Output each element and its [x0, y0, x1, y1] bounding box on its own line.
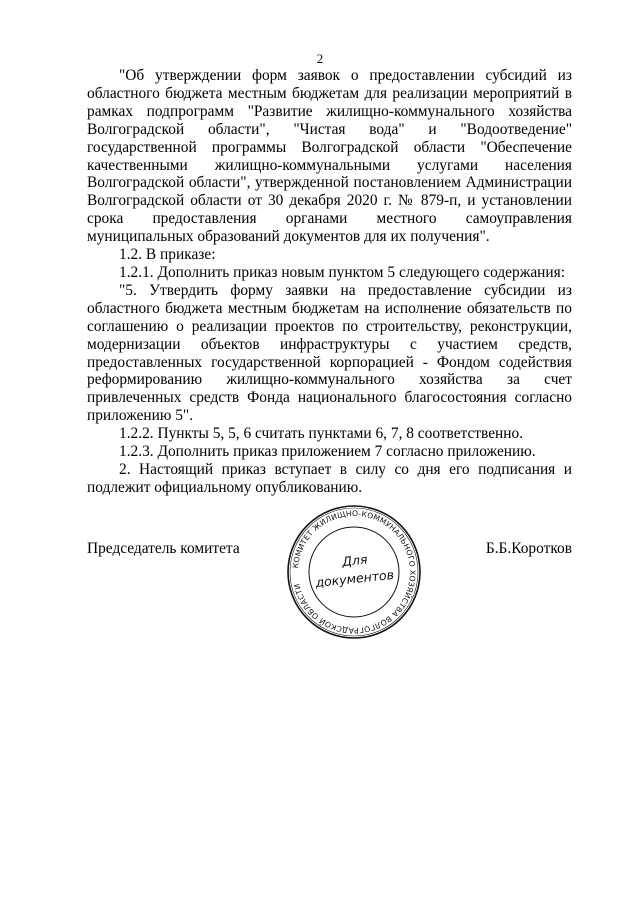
- stamp-center-line2: документов: [314, 566, 395, 591]
- paragraph-2: 2. Настоящий приказ вступает в силу со дня его подписания и подлежит официальному опубликованию.: [87, 460, 572, 496]
- signatory-position: Председатель комитета: [87, 540, 240, 557]
- signatory-name: Б.Б.Коротков: [485, 540, 572, 557]
- stamp-ring-text: КОМИТЕТ ЖИЛИЩНО-КОММУНАЛЬНОГО ХОЗЯЙСТВА ВОЛГОГРАДСКОЙ ОБЛАСТИ: [291, 508, 418, 636]
- paragraph-order-title: "Об утверждении форм заявок о предоставлении субсидий из областного бюджета местным бюджетам для реализации мероприятий в рамках подпрограмм "Развитие жилищно-коммунального хозяйства Волгоградской области", "Чистая вода" и "Водоотведение" государственной программы Волгоградской области "Обеспечение качественными жилищно-коммунальными услугами населения Волгоградской области", утвержденной постановлением Администрации Волгоградской области от 30 декабря 2020 г. № 879-п, и установлении срока предоставления органами местного самоуправления муниципальных образований документов для их получения".: [87, 67, 572, 246]
- paragraph-1-2: 1.2. В приказе:: [119, 246, 216, 264]
- paragraph-item-5: "5. Утвердить форму заявки на предоставление субсидии из областного бюджета местным бюджетам на исполнение обязательств по соглашению о реализации проектов по строительству, реконструкции, модернизации объектов инфраструктуры с участием средств, предоставленных государственной корпорацией - Фондом содействия реформированию жилищно-коммунального хозяйства за счет привлеченных средств Фонда национального благосостояния согласно приложению 5".: [87, 281, 572, 425]
- stamp-seal: [284, 502, 424, 642]
- stamp-center-line1: Для: [341, 551, 369, 570]
- paragraph-1-2-1: 1.2.1. Дополнить приказ новым пунктом 5 следующего содержания:: [119, 263, 565, 281]
- page-number: 2: [316, 51, 324, 66]
- paragraph-1-2-3: 1.2.3. Дополнить приказ приложением 7 согласно приложению.: [119, 443, 536, 461]
- paragraph-1-2-2: 1.2.2. Пункты 5, 5, 6 считать пунктами 6, 7, 8 соответственно.: [119, 425, 524, 443]
- document-body: [87, 67, 572, 497]
